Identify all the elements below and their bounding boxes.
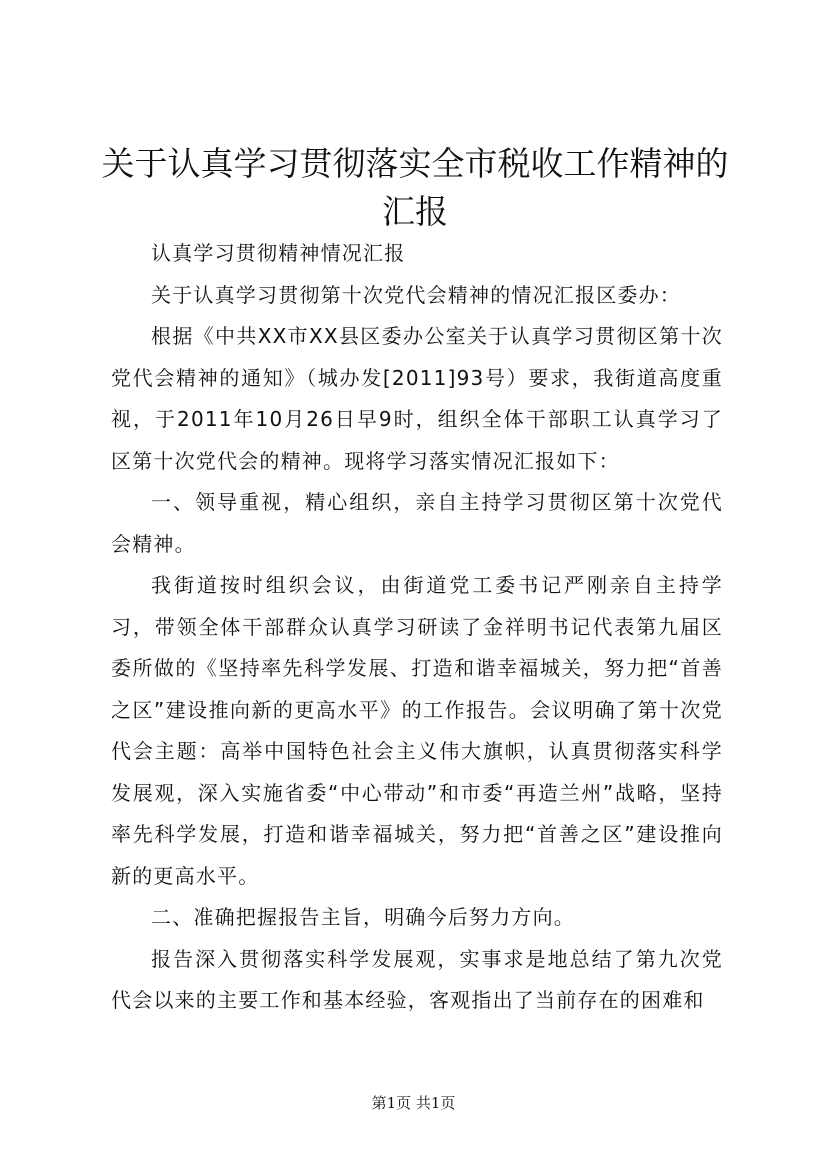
paragraph-section-two-body: 报告深入贯彻落实科学发展观，实事求是地总结了第九次党代会以来的主要工作和基本经验，客观指出了当前存在的困难和 xyxy=(111,946,723,1012)
page-footer: 第1页 共1页 xyxy=(371,1094,456,1112)
paragraph-subtitle: 认真学习贯彻精神情况汇报 xyxy=(151,241,406,265)
paragraph-section-two-heading: 二、准确把握报告主旨，明确今后努力方向。 xyxy=(151,905,575,929)
document-title: 关于认真学习贯彻落实全市税收工作精神的汇报 xyxy=(101,144,729,231)
paragraph-intro: 根据《中共XX市XX县区委办公室关于认真学习贯彻区第十次党代会精神的通知》（城办发[2011]93号）要求，我街道高度重视，于2011年10月26日早9时，组织全体干部职工认真学习了区第十次党代会的精神。现将学习落实情况汇报如下： xyxy=(111,324,723,473)
paragraph-section-one-body: 我街道按时组织会议，由街道党工委书记严刚亲自主持学习，带领全体干部群众认真学习研读了金祥明书记代表第九届区委所做的《坚持率先科学发展、打造和谐幸福城关，努力把“首善之区”建设推向新的更高水平》的工作报告。会议明确了第十次党代会主题：高举中国特色社会主义伟大旗帜，认真贯彻落实科学发展观，深入实施省委“中心带动”和市委“再造兰州”战略，坚持率先科学发展，打造和谐幸福城关，努力把“首善之区”建设推向新的更高水平。 xyxy=(111,573,723,888)
paragraph-report-heading: 关于认真学习贯彻第十次党代会精神的情况汇报区委办： xyxy=(151,282,681,307)
paragraph-section-one-heading: 一、领导重视，精心组织，亲自主持学习贯彻区第十次党代会精神。 xyxy=(111,490,723,556)
document-body xyxy=(111,233,723,1022)
